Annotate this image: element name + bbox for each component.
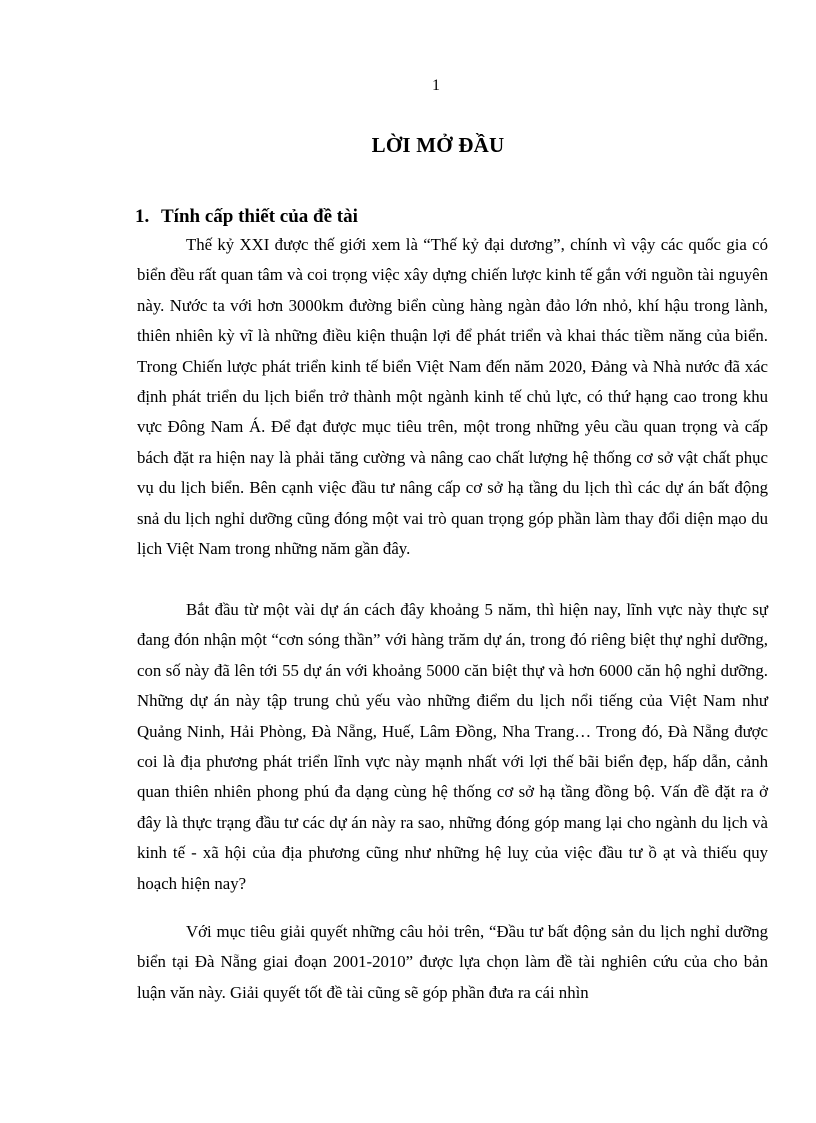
page-number: 1 (432, 77, 440, 94)
section-number: 1. (135, 206, 150, 227)
paragraph-3-text: Với mục tiêu giải quyết những câu hỏi trên, “Đầu tư bất động sản du lịch nghỉ dưỡng biển tại Đà Nẵng giai đoạn 2001-2010” được lựa chọn làm đề tài nghiên cứu của cho bản luận văn này. Giải quyết tốt đề tài cũng sẽ góp phần đưa ra cái nhìn (137, 922, 768, 1002)
paragraph-1-text: Thế kỷ XXI được thế giới xem là “Thế kỷ đại dương”, chính vì vậy các quốc gia có biển đều rất quan tâm và coi trọng việc xây dựng chiến lược kinh tế gắn với nguồn tài nguyên này. Nước ta với hơn 3000km đường biển cùng hàng ngàn đảo lớn nhỏ, khí hậu trong lành, thiên nhiên kỳ vĩ là những điều kiện thuận lợi để phát triển và khai thác tiềm năng của biển. Trong Chiến lược phát triển kinh tế biển Việt Nam đến năm 2020, Đảng và Nhà nước đã xác định phát triển du lịch biển trở thành một ngành kinh tế chủ lực, có thứ hạng cao trong khu vực Đông Nam Á. Để đạt được mục tiêu trên, một trong những yêu cầu quan trọng và cấp bách đặt ra hiện nay là phải tăng cường và nâng cao chất lượng hệ thống cơ sở vật chất phục vụ du lịch biển. Bên cạnh việc đầu tư nâng cấp cơ sở hạ tầng du lịch thì các dự án bất động snả du lịch nghỉ dưỡng cũng đóng một vai trò quan trọng góp phần làm thay đổi diện mạo du lịch Việt Nam trong những năm gần đây. (137, 235, 768, 559)
paragraph-2 (137, 595, 768, 899)
section-heading (135, 205, 358, 229)
paragraph-1 (137, 230, 768, 564)
paragraph-3 (137, 917, 768, 1008)
page-title: LỜI MỞ ĐẦU (371, 133, 505, 157)
section-heading-text: Tính cấp thiết của đề tài (161, 206, 358, 227)
paragraph-2-text: Bắt đầu từ một vài dự án cách đây khoảng 5 năm, thì hiện nay, lĩnh vực này thực sự đang đón nhận một “cơn sóng thần” với hàng trăm dự án, trong đó riêng biệt thự nghỉ dưỡng, con số này đã lên tới 55 dự án với khoảng 5000 căn biệt thự và hơn 6000 căn hộ nghỉ dưỡng. Những dự án này tập trung chủ yếu vào những điểm du lịch nổi tiếng của Việt Nam như Quảng Ninh, Hải Phòng, Đà Nẵng, Huế, Lâm Đồng, Nha Trang… Trong đó, Đà Nẵng được coi là địa phương phát triển lĩnh vực này mạnh nhất với lợi thế bãi biển đẹp, hấp dẫn, cảnh quan thiên nhiên phong phú đa dạng cùng hệ thống cơ sở hạ tầng đồng bộ. Vấn đề đặt ra ở đây là thực trạng đầu tư các dự án này ra sao, những đóng góp mang lại cho ngành du lịch và kinh tế - xã hội của địa phương cũng như những hệ luỵ của việc đầu tư ồ ạt và thiếu quy hoạch hiện nay? (137, 600, 768, 893)
